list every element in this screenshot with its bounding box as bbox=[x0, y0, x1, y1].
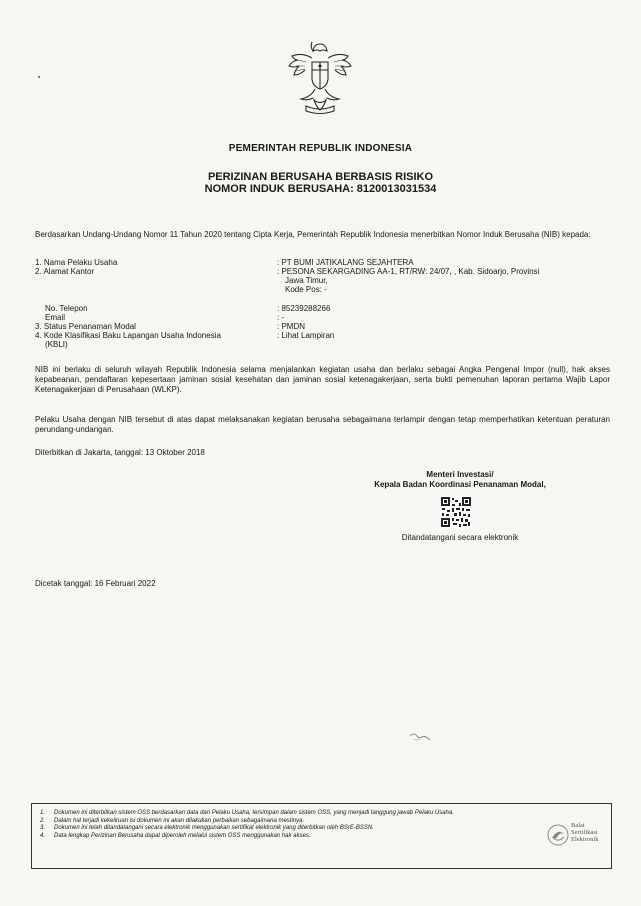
usage-paragraph: Pelaku Usaha dengan NIB tersebut di atas dapat melaksanakan kegiatan berusaha sebagaimana terlampir dengan tetap memperhatikan ketentuan peraturan perundang-undangan. bbox=[35, 415, 610, 434]
field-value-office-address: : PESONA SEKARGADING AA-1, RT/RW: 24/07, , Kab. Sidoarjo, Provinsi bbox=[277, 267, 540, 276]
government-heading: PEMERINTAH REPUBLIK INDONESIA bbox=[228, 143, 413, 154]
footer-note: 1. Dokumen ini diterbitkan sistem OSS berdasarkan data dari Pelaku Usaha, tersimpan dalam sistem OSS, yang menjadi tanggung jawab Pelaku Usaha. bbox=[40, 810, 454, 816]
footer-notes-list bbox=[40, 810, 540, 840]
field-label-kbli-line2: (KBLI) bbox=[45, 340, 68, 349]
electronic-signature-note: Ditandatangani secara elektronik bbox=[401, 533, 519, 542]
field-value-email: : - bbox=[277, 313, 285, 322]
footer-note: 3. Dokumen ini telah ditandatangani secara elektronik menggunakan sertifikat elektronik yang diterbitkan oleh BSrE-BSSN. bbox=[40, 825, 374, 831]
field-value-kbli: : Lihat Lampiran bbox=[277, 331, 335, 340]
scan-speck bbox=[38, 76, 40, 78]
field-label-phone: No. Telepon bbox=[45, 304, 88, 313]
field-label-email: Email bbox=[45, 313, 66, 322]
footer-note: 4. Data lengkap Perizinan Berusaha dapat diperoleh melalui sistem OSS menggunakan hak akses. bbox=[40, 832, 311, 839]
signature-qr-code-icon bbox=[440, 496, 472, 528]
field-label-office-address: 2. Alamat Kantor bbox=[35, 267, 95, 276]
intro-paragraph: Berdasarkan Undang-Undang Nomor 11 Tahun 2020 tentang Cipta Kerja, Pemerintah Republik Indonesia menerbitkan Nomor Induk Berusaha (NIB) kepada: bbox=[35, 230, 591, 239]
footer-note: 2. Dalam hal terjadi kekeliruan isi dokumen ini akan dilakukan perbaikan sebagaimana mestinya. bbox=[40, 817, 305, 824]
bse-emblem-icon bbox=[547, 824, 569, 846]
garuda-emblem-icon bbox=[284, 38, 356, 118]
bse-name: Balai Sertifikasi Elektronik bbox=[571, 822, 599, 843]
validity-paragraph: NIB ini berlaku di seluruh wilayah Republik Indonesia selama menjalankan kegiatan usaha dan berlaku sebagai Angka Pengenal Impor (null), hak akses kepabeanan, pendaftaran kepesertaan jaminan sosial kesehatan dan jaminan sosial ketenagakerjaan, serta bukti pemenuhan laporan pertama Wajib Lapor Ketenagakerjaan di Perusahaan (WLKP). bbox=[35, 365, 610, 394]
field-value-investment-status: : PMDN bbox=[277, 322, 305, 331]
pen-mark-icon bbox=[408, 730, 432, 744]
bse-logo-block bbox=[547, 816, 607, 856]
signatory-title-line1: Menteri Investasi/ bbox=[426, 470, 494, 479]
nib-number: NOMOR INDUK BERUSAHA: 8120013031534 bbox=[204, 183, 437, 195]
field-label-investment-status: 3. Status Penanaman Modal bbox=[35, 322, 136, 331]
field-label-kbli: 4. Kode Klasifikasi Baku Lapangan Usaha Indonesia bbox=[35, 331, 221, 340]
field-label-business-name: 1. Nama Pelaku Usaha bbox=[35, 258, 118, 267]
printed-date: Dicetak tanggal: 16 Februari 2022 bbox=[35, 579, 156, 588]
field-value-office-address-line3: Kode Pos: - bbox=[285, 285, 327, 294]
field-value-phone: : 85239288266 bbox=[277, 304, 331, 313]
field-value-office-address-line2: Jawa Timur, bbox=[285, 276, 328, 285]
footer-notes-box bbox=[31, 803, 612, 869]
issued-place-date: Diterbitkan di Jakarta, tanggal: 13 Oktober 2018 bbox=[35, 448, 205, 457]
signatory-title-line2: Kepala Badan Koordinasi Penanaman Modal, bbox=[374, 480, 546, 489]
field-value-business-name: : PT BUMI JATIKALANG SEJAHTERA bbox=[277, 258, 414, 267]
document-title: PERIZINAN BERUSAHA BERBASIS RISIKO bbox=[207, 171, 434, 183]
